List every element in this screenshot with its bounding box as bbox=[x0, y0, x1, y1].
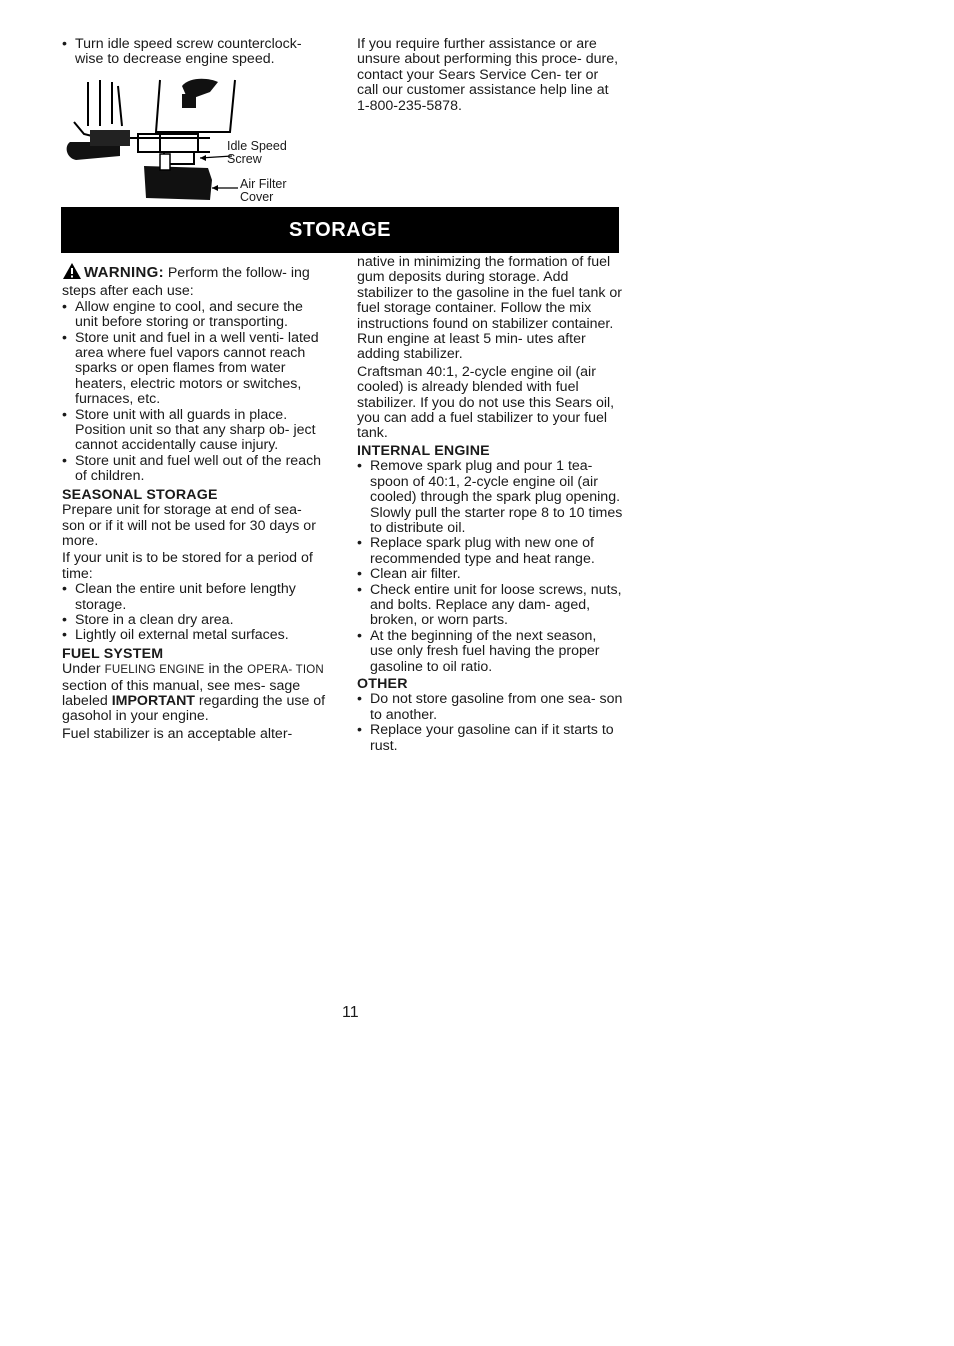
callout-text: Idle Speed Screw bbox=[227, 139, 287, 166]
warning-label: WARNING: bbox=[84, 264, 164, 281]
storage-banner bbox=[61, 207, 619, 253]
page-number: 11 bbox=[342, 1004, 359, 1021]
text-run: OPERA- TION bbox=[247, 664, 324, 677]
list-item: • Turn idle speed screw counterclock- wise to decrease engine speed. bbox=[62, 37, 327, 68]
banner-title: STORAGE bbox=[288, 218, 392, 241]
seasonal-list bbox=[62, 582, 328, 644]
text-run: in the bbox=[204, 661, 248, 678]
other-list bbox=[357, 692, 623, 754]
right-column bbox=[357, 255, 623, 754]
list-item: • Replace spark plug with new one of recommended type and heat range. bbox=[357, 536, 623, 567]
list-item: • Do not store gasoline from one sea- son to another. bbox=[357, 692, 623, 723]
top-right-text bbox=[357, 37, 621, 114]
list-item: • Store in a clean dry area. bbox=[62, 613, 328, 628]
callout-text: Air Filter Cover bbox=[240, 177, 287, 204]
internal-engine-heading: INTERNAL ENGINE bbox=[357, 442, 490, 459]
list-item: • Store unit and fuel well out of the reach of children. bbox=[62, 454, 328, 485]
list-item: • Lightly oil external metal surfaces. bbox=[62, 628, 328, 643]
warning-paragraph bbox=[62, 262, 328, 300]
list-item: • Store unit and fuel in a well venti- lated area where fuel vapors cannot reach sparks or open flames from water heaters, electric motors or switches, furnaces, etc. bbox=[62, 331, 328, 408]
other-heading: OTHER bbox=[357, 675, 408, 692]
important-label: IMPORTANT bbox=[111, 692, 195, 709]
air-filter-cover-label bbox=[240, 178, 295, 204]
list-item: • Clean air filter. bbox=[357, 567, 623, 582]
fuel-paragraph-2: Fuel stabilizer is an acceptable alter- bbox=[62, 725, 293, 742]
text-run: Under bbox=[62, 661, 105, 678]
stabilizer-paragraph: native in minimizing the formation of fuel gum deposits during storage. Add stabilizer to the gasoline in the fuel tank or fuel storage container. Follow the mix instructions found on stabilizer container. Run engine at least 5 min- utes after adding stabilizer. bbox=[357, 254, 622, 363]
list-item: • Remove spark plug and pour 1 tea- spoon of 40:1, 2-cycle engine oil (air cooled) through the spark plug opening. Slowly pull the starter rope 8 to 10 times to distribute oil. bbox=[357, 459, 623, 536]
seasonal-paragraph-2: If your unit is to be stored for a period of time: bbox=[62, 550, 313, 582]
text-run: section of this manual, see mes- sage labeled bbox=[62, 677, 301, 709]
craftsman-oil-paragraph: Craftsman 40:1, 2-cycle engine oil (air cooled) is already blended with fuel stabilizer. If you do not use this Sears oil, you can add a fuel stabilizer to your fuel tank. bbox=[357, 363, 615, 442]
list-item: • Clean the entire unit before lengthy storage. bbox=[62, 582, 328, 613]
seasonal-paragraph-1: Prepare unit for storage at end of sea- son or if it will not be used for 30 days or more. bbox=[62, 502, 316, 549]
list-item: • Check entire unit for loose screws, nuts, and bolts. Replace any dam- aged, broken, or worn parts. bbox=[357, 583, 623, 629]
list-item: • Store unit with all guards in place. Position unit so that any sharp ob- ject cannot accidentally cause injury. bbox=[62, 408, 328, 454]
fuel-system-heading: FUEL SYSTEM bbox=[62, 645, 164, 662]
warning-text: Perform the follow- ing steps after each use: bbox=[62, 265, 310, 300]
list-item: • Allow engine to cool, and secure the unit before storing or transporting. bbox=[62, 300, 328, 331]
seasonal-storage-heading: SEASONAL STORAGE bbox=[62, 486, 218, 503]
assistance-paragraph: If you require further assistance or are unsure about performing this proce- dure, contact your Sears Service Cen- ter or call our customer assistance help line at 1-800-235-5878. bbox=[357, 36, 619, 114]
fuel-paragraph-1 bbox=[62, 662, 328, 725]
warning-list bbox=[62, 300, 328, 485]
list-item: • At the beginning of the next season, use only fresh fuel having the proper gasoline to oil ratio. bbox=[357, 629, 623, 675]
list-item: • Replace your gasoline can if it starts to rust. bbox=[357, 723, 623, 754]
top-left-text bbox=[62, 37, 327, 68]
idle-speed-screw-label bbox=[227, 140, 291, 166]
warning-triangle-icon bbox=[62, 262, 82, 284]
left-column bbox=[62, 262, 328, 742]
text-run: FUELING ENGINE bbox=[104, 664, 205, 677]
internal-engine-list bbox=[357, 459, 623, 675]
text-run: regarding the use of gasohol in your engine. bbox=[62, 692, 326, 725]
